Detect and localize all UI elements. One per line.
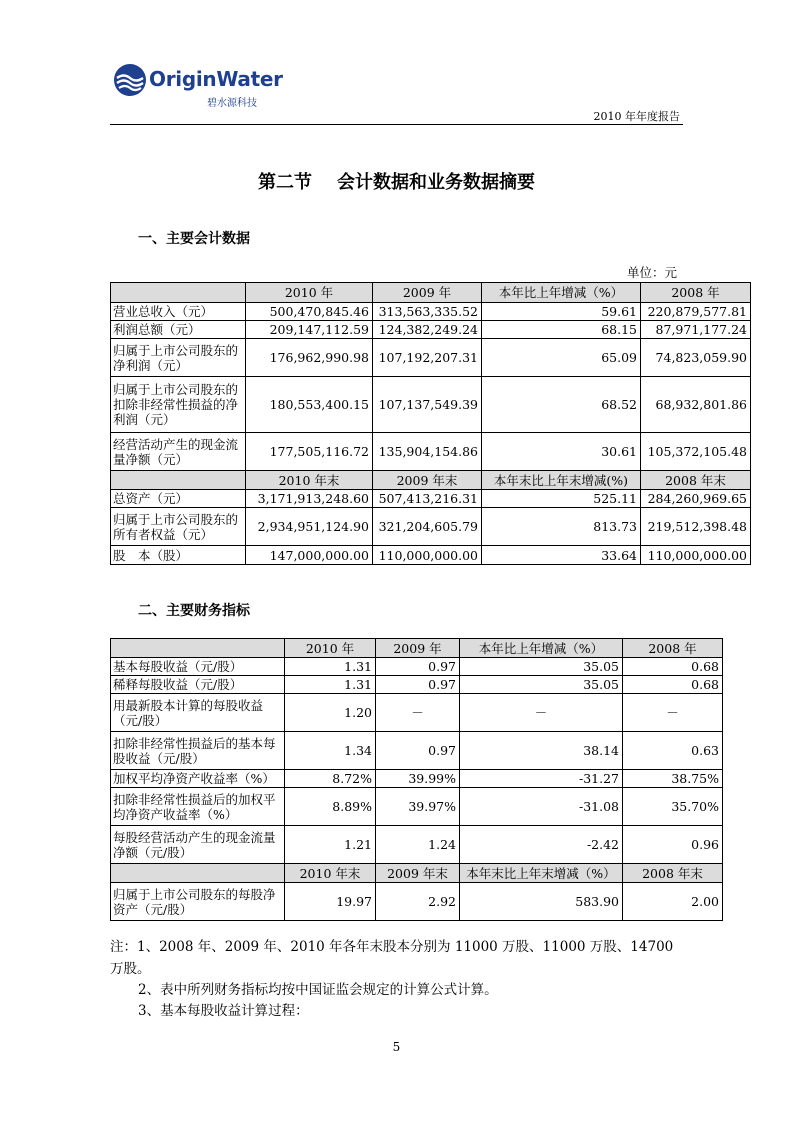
indicator-row-label: 加权平均净资产收益率（%） bbox=[111, 770, 285, 788]
accounting-yearend-value-2008: 110,000,000.00 bbox=[641, 546, 751, 565]
indicator-value-2009: 39.99% bbox=[376, 770, 460, 788]
accounting-column-header: 2009 年 bbox=[373, 283, 482, 303]
accounting-column-header: 2010 年 bbox=[246, 283, 373, 303]
header-divider bbox=[110, 124, 683, 125]
accounting-row-label: 利润总额（元） bbox=[111, 321, 246, 339]
accounting-row-label: 营业总收入（元） bbox=[111, 303, 246, 321]
indicator-row-label: 用最新股本计算的每股收益（元/股） bbox=[111, 694, 285, 732]
indicator-value-2009: 0.97 bbox=[376, 658, 460, 676]
indicator-value-2008: 38.75% bbox=[623, 770, 723, 788]
accounting-data-table bbox=[110, 282, 751, 565]
accounting-column-header: 本年比上年增减（%） bbox=[482, 283, 641, 303]
part2-heading: 二、主要财务指标 bbox=[138, 603, 250, 619]
indicator-value-2010: 1.31 bbox=[285, 676, 376, 694]
accounting-value-2009: 313,563,335.52 bbox=[373, 303, 482, 321]
accounting-yearend-row bbox=[111, 546, 751, 565]
indicator-value-2008: － bbox=[623, 694, 723, 732]
indicator-yearend-header-blank bbox=[111, 864, 285, 883]
accounting-yearend-header-row bbox=[111, 471, 751, 490]
note-1-line-1: 注：1、2008 年、2009 年、2010 年各年末股本分别为 11000 万股、11000 万股、14700 bbox=[110, 939, 674, 955]
indicator-row-label: 扣除非经常性损益后的加权平均净资产收益率（%） bbox=[111, 788, 285, 826]
accounting-yearend-column-header: 2010 年末 bbox=[246, 471, 373, 490]
brand-name-origin: Origin bbox=[149, 67, 217, 91]
accounting-yearend-value-2008: 284,260,969.65 bbox=[641, 490, 751, 508]
indicator-row bbox=[111, 732, 723, 770]
indicator-value-2010: 1.20 bbox=[285, 694, 376, 732]
accounting-yearend-value-2009: 507,413,216.31 bbox=[373, 490, 482, 508]
indicator-value-2008: 0.68 bbox=[623, 658, 723, 676]
accounting-yearend-row-label: 归属于上市公司股东的所有者权益（元） bbox=[111, 508, 246, 546]
accounting-yearend-change-value: 813.73 bbox=[482, 508, 641, 546]
indicator-yearend-header-row bbox=[111, 864, 723, 883]
water-drop-logo-icon bbox=[113, 63, 147, 97]
indicator-row bbox=[111, 658, 723, 676]
note-2: 2、表中所列财务指标均按中国证监会规定的计算公式计算。 bbox=[138, 982, 498, 998]
indicator-row-label: 扣除非经常性损益后的基本每股收益（元/股） bbox=[111, 732, 285, 770]
accounting-value-2010: 209,147,112.59 bbox=[246, 321, 373, 339]
accounting-yearend-value-2009: 321,204,605.79 bbox=[373, 508, 482, 546]
report-year: 2010 年年度报告 bbox=[593, 110, 680, 123]
accounting-value-2010: 500,470,845.46 bbox=[246, 303, 373, 321]
accounting-header-blank bbox=[111, 283, 246, 303]
brand-name bbox=[149, 67, 283, 91]
indicator-column-header: 2010 年 bbox=[285, 639, 376, 658]
accounting-yearend-row bbox=[111, 508, 751, 546]
accounting-row bbox=[111, 303, 751, 321]
indicator-column-header: 2009 年 bbox=[376, 639, 460, 658]
indicator-row bbox=[111, 770, 723, 788]
accounting-value-2009: 124,382,249.24 bbox=[373, 321, 482, 339]
accounting-change-value: 68.15 bbox=[482, 321, 641, 339]
indicator-yearend-value-2008: 2.00 bbox=[623, 883, 723, 921]
indicator-value-2008: 0.68 bbox=[623, 676, 723, 694]
indicator-value-2009: － bbox=[376, 694, 460, 732]
indicator-yearend-change-value: 583.90 bbox=[460, 883, 623, 921]
indicator-value-2009: 0.97 bbox=[376, 676, 460, 694]
accounting-value-2009: 135,904,154.86 bbox=[373, 433, 482, 471]
note-1-line-2: 万股。 bbox=[110, 961, 151, 977]
accounting-value-2008: 220,879,577.81 bbox=[641, 303, 751, 321]
indicator-row bbox=[111, 676, 723, 694]
accounting-value-2008: 87,971,177.24 bbox=[641, 321, 751, 339]
indicator-value-2008: 35.70% bbox=[623, 788, 723, 826]
accounting-value-2009: 107,192,207.31 bbox=[373, 339, 482, 377]
indicator-value-2009: 1.24 bbox=[376, 826, 460, 864]
accounting-value-2008: 74,823,059.90 bbox=[641, 339, 751, 377]
indicator-change-value: 35.05 bbox=[460, 676, 623, 694]
indicator-row-label: 每股经营活动产生的现金流量净额（元/股） bbox=[111, 826, 285, 864]
accounting-change-value: 59.61 bbox=[482, 303, 641, 321]
unit-label: 单位：元 bbox=[627, 265, 678, 280]
indicator-row-label: 稀释每股收益（元/股） bbox=[111, 676, 285, 694]
indicator-change-value: -31.27 bbox=[460, 770, 623, 788]
indicator-change-value: － bbox=[460, 694, 623, 732]
indicator-row bbox=[111, 694, 723, 732]
accounting-yearend-header-blank bbox=[111, 471, 246, 490]
indicator-change-value: 38.14 bbox=[460, 732, 623, 770]
indicator-column-header: 本年比上年增减（%） bbox=[460, 639, 623, 658]
indicator-header-blank bbox=[111, 639, 285, 658]
indicator-value-2009: 0.97 bbox=[376, 732, 460, 770]
indicator-value-2010: 1.31 bbox=[285, 658, 376, 676]
accounting-row bbox=[111, 339, 751, 377]
accounting-yearend-column-header: 本年末比上年末增减(%) bbox=[482, 471, 641, 490]
indicator-change-value: 35.05 bbox=[460, 658, 623, 676]
indicator-yearend-value-2009: 2.92 bbox=[376, 883, 460, 921]
accounting-row-label: 归属于上市公司股东的扣除非经常性损益的净利润（元） bbox=[111, 377, 246, 433]
accounting-value-2008: 68,932,801.86 bbox=[641, 377, 751, 433]
accounting-row bbox=[111, 321, 751, 339]
accounting-header-row bbox=[111, 283, 751, 303]
indicator-yearend-column-header: 本年末比上年末增减（%） bbox=[460, 864, 623, 883]
accounting-value-2009: 107,137,549.39 bbox=[373, 377, 482, 433]
indicator-yearend-column-header: 2008 年末 bbox=[623, 864, 723, 883]
indicator-yearend-column-header: 2010 年末 bbox=[285, 864, 376, 883]
accounting-column-header: 2008 年 bbox=[641, 283, 751, 303]
indicator-value-2008: 0.63 bbox=[623, 732, 723, 770]
indicator-value-2010: 8.72% bbox=[285, 770, 376, 788]
indicator-value-2010: 8.89% bbox=[285, 788, 376, 826]
indicator-value-2008: 0.96 bbox=[623, 826, 723, 864]
accounting-yearend-column-header: 2009 年末 bbox=[373, 471, 482, 490]
accounting-row-label: 归属于上市公司股东的净利润（元） bbox=[111, 339, 246, 377]
indicator-row-label: 基本每股收益（元/股） bbox=[111, 658, 285, 676]
accounting-yearend-row-label: 股 本（股） bbox=[111, 546, 246, 565]
part1-heading: 一、主要会计数据 bbox=[138, 231, 250, 247]
accounting-yearend-row bbox=[111, 490, 751, 508]
accounting-yearend-value-2010: 147,000,000.00 bbox=[246, 546, 373, 565]
indicator-value-2010: 1.21 bbox=[285, 826, 376, 864]
page-number: 5 bbox=[392, 1040, 401, 1054]
indicator-change-value: -31.08 bbox=[460, 788, 623, 826]
indicator-value-2010: 1.34 bbox=[285, 732, 376, 770]
accounting-row-label: 经营活动产生的现金流量净额（元） bbox=[111, 433, 246, 471]
indicator-value-2009: 39.97% bbox=[376, 788, 460, 826]
accounting-change-value: 30.61 bbox=[482, 433, 641, 471]
accounting-yearend-value-2010: 2,934,951,124.90 bbox=[246, 508, 373, 546]
indicator-yearend-row-label: 归属于上市公司股东的每股净资产（元/股） bbox=[111, 883, 285, 921]
accounting-value-2010: 180,553,400.15 bbox=[246, 377, 373, 433]
indicator-yearend-row bbox=[111, 883, 723, 921]
accounting-yearend-row-label: 总资产（元） bbox=[111, 490, 246, 508]
accounting-change-value: 68.52 bbox=[482, 377, 641, 433]
indicator-yearend-column-header: 2009 年末 bbox=[376, 864, 460, 883]
indicator-row bbox=[111, 826, 723, 864]
accounting-yearend-change-value: 33.64 bbox=[482, 546, 641, 565]
accounting-yearend-change-value: 525.11 bbox=[482, 490, 641, 508]
accounting-change-value: 65.09 bbox=[482, 339, 641, 377]
accounting-yearend-value-2008: 219,512,398.48 bbox=[641, 508, 751, 546]
accounting-yearend-column-header: 2008 年末 bbox=[641, 471, 751, 490]
indicator-yearend-value-2010: 19.97 bbox=[285, 883, 376, 921]
section-title: 第二节 会计数据和业务数据摘要 bbox=[257, 172, 536, 193]
indicator-header-row bbox=[111, 639, 723, 658]
indicator-change-value: -2.42 bbox=[460, 826, 623, 864]
accounting-row bbox=[111, 377, 751, 433]
indicator-column-header: 2008 年 bbox=[623, 639, 723, 658]
accounting-value-2010: 177,505,116.72 bbox=[246, 433, 373, 471]
accounting-value-2010: 176,962,990.98 bbox=[246, 339, 373, 377]
accounting-yearend-value-2009: 110,000,000.00 bbox=[373, 546, 482, 565]
financial-indicators-table bbox=[110, 638, 723, 921]
accounting-yearend-value-2010: 3,171,913,248.60 bbox=[246, 490, 373, 508]
brand-name-cn: 碧水源科技 bbox=[207, 98, 257, 109]
indicator-row bbox=[111, 788, 723, 826]
accounting-value-2008: 105,372,105.48 bbox=[641, 433, 751, 471]
accounting-row bbox=[111, 433, 751, 471]
brand-name-water: Water bbox=[216, 67, 283, 91]
note-3: 3、基本每股收益计算过程： bbox=[138, 1003, 309, 1019]
company-logo bbox=[113, 63, 283, 109]
